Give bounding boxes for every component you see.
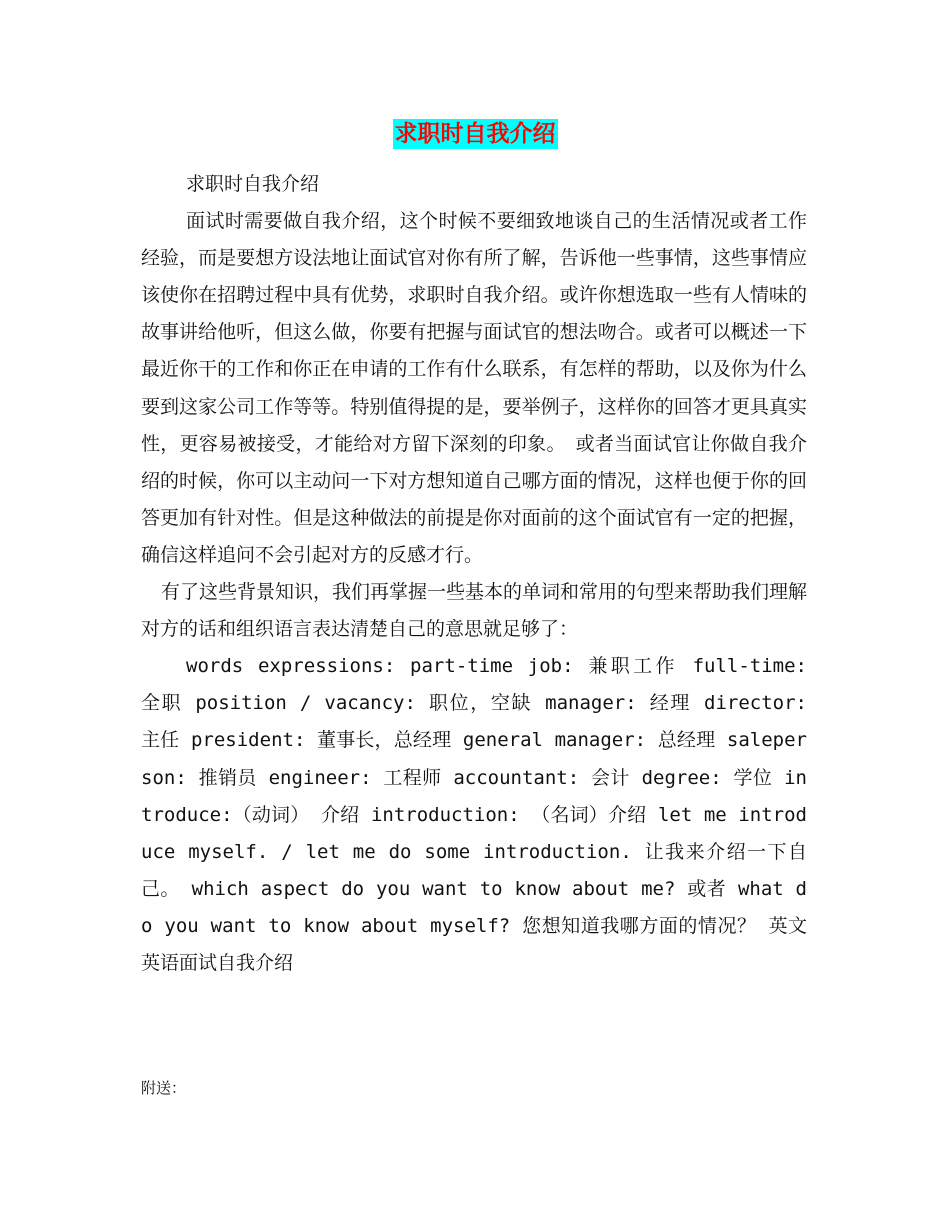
paragraph-intro: 面试时需要做自我介绍，这个时候不要细致地谈自己的生活情况或者工作经验，而是要想方设法地让面试官对你有所了解，告诉他一些事情，这些事情应该使你在招聘过程中具有优势，求职时自我介绍。或许你想选取一些有人情味的故事讲给他听，但这么做，你要有把握与面试官的想法吻合。或者可以概述一下最近你干的工作和你正在申请的工作有什么联系，有怎样的帮助，以及你为什么要到这家公司工作等等。特别值得提的是，要举例子，这样你的回答才更具真实性，更容易被接受，才能给对方留下深刻的印象。 或者当面试官让你做自我介绍的时候，你可以主动问一下对方想知道自己哪方面的情况，这样也便于你的回答更加有针对性。但是这种做法的前提是你对面前的这个面试官有一定的把握，确信这样追问不会引起对方的反感才行。	[141, 210, 807, 566]
attachment-label: 附送：	[141, 1079, 187, 1097]
document-body	[141, 166, 807, 982]
document-title	[0, 112, 950, 149]
document-subtitle: 求职时自我介绍	[186, 173, 320, 195]
document-title-text: 求职时自我介绍	[394, 121, 556, 147]
paragraph-background: 有了这些背景知识，我们再掌握一些基本的单词和常用的句型来帮助我们理解对方的话和组织语言表达清楚自己的意思就足够了：	[141, 581, 808, 641]
paragraph-vocabulary: words expressions: part-time job: 兼职工作 full-time: 全职 position / vacancy: 职位，空缺 manager: 经理 director: 主任 president: 董事长，总经理 general manager: 总经理 saleperson: 推销员 engineer: 工程师 accountant: 会计 degree: 学位 introduce:（动词） 介绍 introduction: （名词）介绍 let me introduce myself. / let me do some introduction. 让我来介绍一下自己。 which aspect do you want to know about me? 或者 what do you want to know about myself? 您想知道我哪方面的情况？ 英文英语面试自我介绍	[141, 655, 807, 974]
